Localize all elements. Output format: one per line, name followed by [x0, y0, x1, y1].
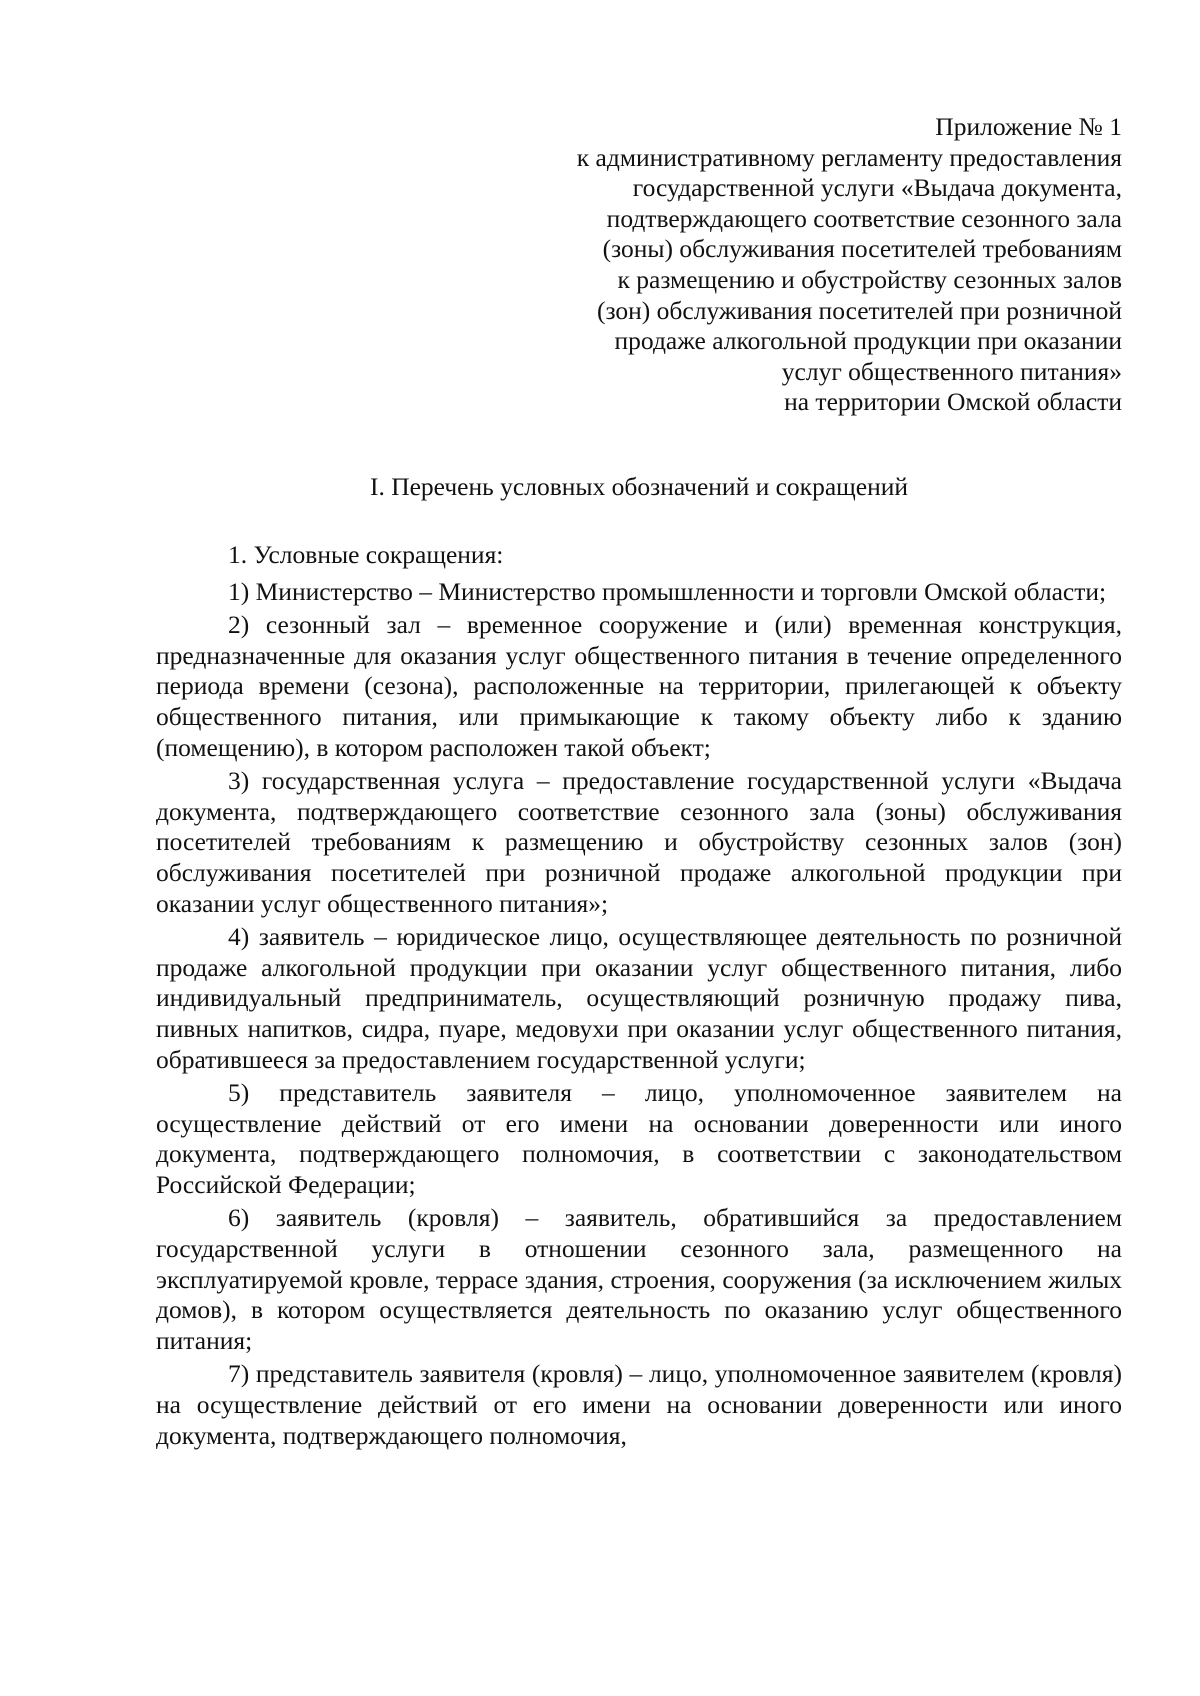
item-number: 2) [228, 610, 250, 640]
item-number: 5) [228, 1078, 250, 1108]
definition-item-2 [156, 610, 1122, 763]
appendix-header [422, 112, 1122, 418]
definition-item-4 [156, 922, 1122, 1075]
item-number: 7) [228, 1359, 250, 1389]
appendix-line: к размещению и обустройству сезонных залов [617, 264, 1122, 294]
item-text: заявитель – юридическое лицо, осуществляющее деятельность по розничной продаже алкогольной продукции при оказании услуг общественного питания, либо индивидуальный предприниматель, осуществляющий розничную продажу пива, пивных напитков, сидра, пуаре, медовухи при оказании услуг общественного питания, обратившееся за предоставлением государственной услуги; [156, 922, 1122, 1074]
definition-item-1 [156, 577, 1122, 608]
appendix-line: Приложение № 1 [935, 112, 1122, 141]
item-text: государственная услуга – предоставление государственной услуги «Выдача документа, подтверждающего соответствие сезонного зала (зоны) обслуживания посетителей требованиям к размещению и обустройству сезонных залов (зон) обслуживания посетителей при розничной продаже алкогольной продукции при оказании услуг общественного питания»; [156, 766, 1123, 918]
item-number: 3) [228, 766, 250, 796]
definition-item-5 [156, 1078, 1122, 1200]
section-title: I. Перечень условных обозначений и сокращений [369, 472, 909, 501]
appendix-line: (зон) обслуживания посетителей при розничной [597, 295, 1122, 325]
item-number: 1) [228, 576, 250, 606]
appendix-line: услуг общественного питания» [781, 356, 1122, 386]
definition-item-6 [156, 1203, 1122, 1356]
intro-paragraph: 1. Условные сокращения: [228, 540, 504, 569]
item-text: Министерство – Министерство промышленности и торговли Омской области; [255, 576, 1107, 606]
document-body [156, 540, 1122, 1454]
appendix-line: государственной услуги «Выдача документа, [632, 173, 1122, 203]
item-number: 4) [228, 922, 250, 952]
appendix-line: на территории Омской области [784, 387, 1122, 417]
item-text: заявитель (кровля) – заявитель, обратившийся за предоставлением государственной услуги в отношении сезонного зала, размещенного на эксплуатируемой кровле, террасе здания, строения, сооружения (за исключением жилых домов), в котором осуществляется деятельность по оказанию услуг общественного питания; [156, 1203, 1122, 1355]
item-number: 6) [228, 1203, 250, 1233]
appendix-line: продаже алкогольной продукции при оказании [614, 326, 1122, 356]
definition-item-7 [156, 1359, 1122, 1451]
appendix-line: подтверждающего соответствие сезонного зала [606, 203, 1122, 233]
item-text: представитель заявителя (кровля) – лицо, уполномоченное заявителем (кровля) на осуществление действий от его имени на основании доверенности или иного документа, подтверждающего полномочия, [156, 1359, 1123, 1450]
appendix-line: (зоны) обслуживания посетителей требованиям [602, 234, 1122, 264]
item-text: сезонный зал – временное сооружение и (или) временная конструкция, предназначенные для оказания услуг общественного питания в течение определенного периода времени (сезона), расположенные на территории, прилегающей к объекту общественного питания, или примыкающие к такому объекту либо к зданию (помещению), в котором расположен такой объект; [156, 610, 1123, 762]
appendix-line: к административному регламенту предоставления [576, 142, 1122, 172]
item-text: представитель заявителя – лицо, уполномоченное заявителем на осуществление действий от его имени на основании доверенности или иного документа, подтверждающего полномочия, в соответствии с законодательством Российской Федерации; [156, 1078, 1123, 1199]
definition-item-3 [156, 766, 1122, 919]
